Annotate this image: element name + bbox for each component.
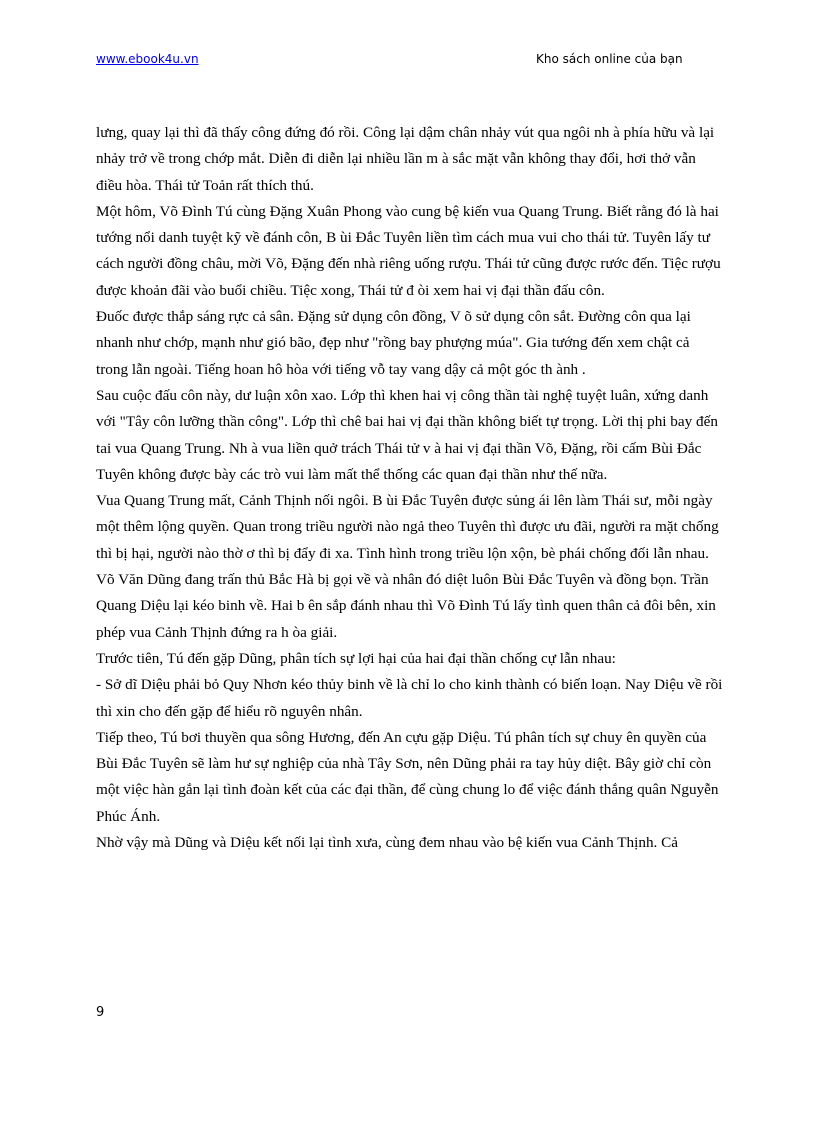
paragraph: Vua Quang Trung mất, Cảnh Thịnh nối ngôi. B ùi Đắc Tuyên được sủng ái lên làm Thái sư, mỗi ngày một thêm lộng quyền. Quan trong triều người nào ngả theo Tuyên thì được ưu đãi, người ra mặt chống thì bị hại, người nào thờ ơ thì bị đẩy đi xa. Tình hình trong triều lộn xộn, bè phái chống đối lẫn nhau. Võ Văn Dũng đang trấn thủ Bắc Hà bị gọi về và nhân đó diệt luôn Bùi Đắc Tuyên và đồng bọn. Trần Quang Diệu lại kéo binh về. Hai b ên sắp đánh nhau thì Võ Đình Tú lấy tình quen thân cả đôi bên, xin phép vua Cảnh Thịnh đứng ra h òa giải. <box>96 492 719 641</box>
paragraph: Trước tiên, Tú đến gặp Dũng, phân tích sự lợi hại của hai đại thần chống cự lẫn nhau: <box>96 649 616 667</box>
page-number: 9 <box>96 1005 105 1020</box>
paragraph: Tiếp theo, Tú bơi thuyền qua sông Hương, đến An cựu gặp Diệu. Tú phân tích sự chuy ên quyền của Bùi Đắc Tuyên sẽ làm hư sự nghiệp của nhà Tây Sơn, nên Dũng phải ra tay hủy diệt. Bây giờ chỉ còn một việc hàn gắn lại tình đoàn kết của các đại thần, để cùng chung lo để việc đánh thắng quân Nguyễn Phúc Ánh. <box>96 728 719 825</box>
paragraph: - Sở dĩ Diệu phải bỏ Quy Nhơn kéo thủy binh về là chỉ lo cho kinh thành có biến loạn. Nay Diệu về rồi thì xin cho đến gặp để hiểu rõ nguyên nhân. <box>96 676 723 720</box>
paragraph: Sau cuộc đấu côn này, dư luận xôn xao. Lớp thì khen hai vị công thần tài nghệ tuyệt luân, xứng danh với "Tây côn lưỡng thần công". Lớp thì chê bai hai vị đại thần không biết tự trọng. Lời thị phi bay đến tai vua Quang Trung. Nh à vua liền quở trách Thái tử v à hai vị đại thần Võ, Đặng, rồi cấm Bùi Đắc Tuyên không được bày các trò vui làm mất thể thống các quan đại thần như thế nữa. <box>96 386 718 483</box>
paragraph: Một hôm, Võ Đình Tú cùng Đặng Xuân Phong vào cung bệ kiến vua Quang Trung. Biết rằng đó là hai tướng nổi danh tuyệt kỹ về đánh côn, B ùi Đắc Tuyên liền tìm cách mua vui cho thái tử. Tuyên lấy tư cách người đồng châu, mời Võ, Đặng đến nhà riêng uống rượu. Thái tử cũng được rước đến. Tiệc rượu được khoản đãi vào buổi chiều. Tiệc xong, Thái tử đ òi xem hai vị đại thần đấu côn. <box>96 202 721 299</box>
site-tagline: Kho sách online của bạn <box>536 52 683 66</box>
site-link[interactable]: www.ebook4u.vn <box>96 52 199 66</box>
paragraph: Đuốc được thắp sáng rực cả sân. Đặng sử dụng côn đồng, V õ sử dụng côn sắt. Đường côn qua lại nhanh như chớp, mạnh như gió bão, đẹp như "rồng bay phượng múa". Gia tướng đến xem chật cả trong lẫn ngoài. Tiếng hoan hô hòa với tiếng vỗ tay vang dậy cả một góc th ành . <box>96 308 691 378</box>
page-body <box>96 120 724 856</box>
paragraph: Nhờ vậy mà Dũng và Diệu kết nối lại tình xưa, cùng đem nhau vào bệ kiến vua Cảnh Thịnh. Cả <box>96 834 679 852</box>
paragraph: lưng, quay lại thì đã thấy công đứng đó rồi. Công lại dậm chân nhảy vút qua ngôi nh à phía hữu và lại nhảy trở về trong chớp mắt. Diễn đi diễn lại nhiều lần m à sắc mặt vẫn không thay đổi, hơi thở vẫn điều hòa. Thái tử Toản rất thích thú. <box>96 124 715 194</box>
